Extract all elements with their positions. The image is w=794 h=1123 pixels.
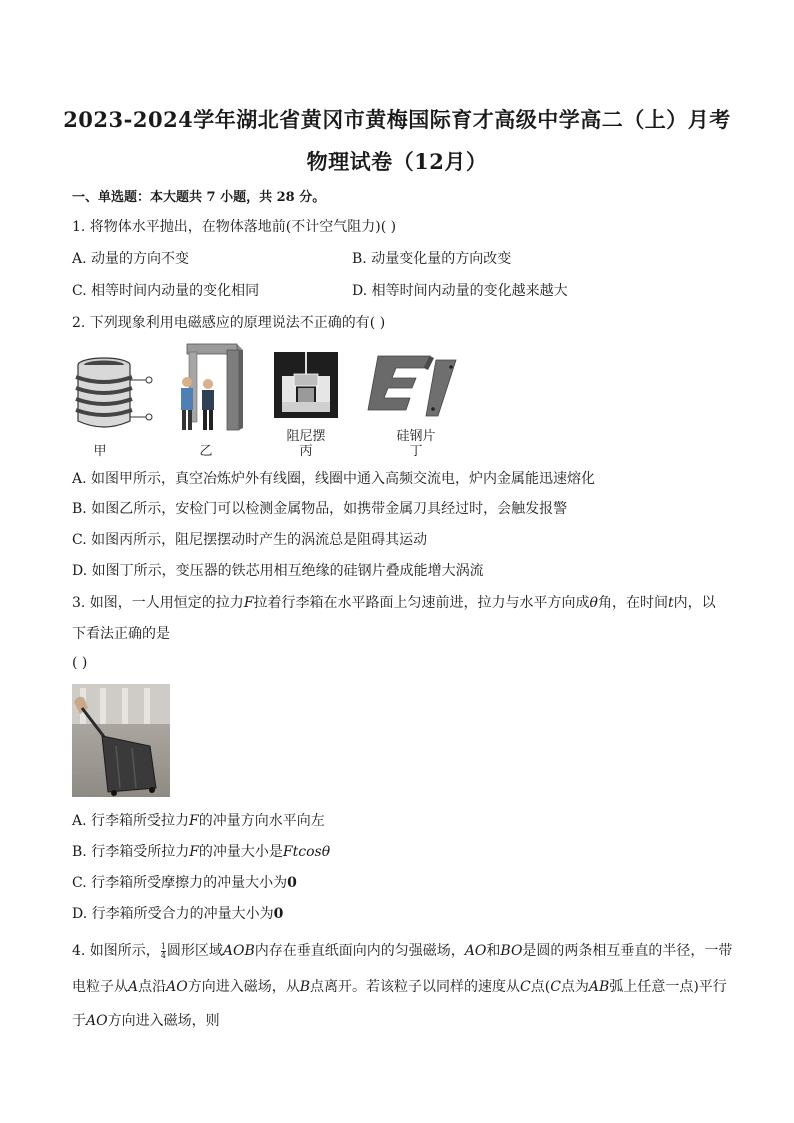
- damping-pendulum-figure: [274, 352, 338, 418]
- q3-option-b: B. 行李箱受所拉力F的冲量大小是Ftcosθ: [72, 844, 331, 860]
- q1-option-a: A. 动量的方向不变: [72, 251, 190, 267]
- quarter-fraction: $\frac{1}{4}$: [160, 941, 166, 960]
- q3-stem: 3. 如图，一人用恒定的拉力F拉着行李箱在水平路面上匀速前进，拉力与水平方向成θ角，在时间t内，以: [72, 595, 716, 611]
- silicon-steel-figure: [366, 354, 460, 420]
- q2-option-b: B. 如图乙所示，安检门可以检测金属物品，如携带金属刀具经过时，会触发报警: [72, 501, 568, 517]
- q2-option-a: A. 如图甲所示，真空冶炼炉外有线圈，线圈中通入高频交流电，炉内金属能迅速熔化: [72, 471, 596, 487]
- q3-option-d: D. 行李箱所受合力的冲量大小为0: [72, 906, 284, 922]
- caption-ding: 丁: [409, 444, 423, 459]
- furnace-coil-figure: [72, 355, 156, 435]
- q2-stem: 2. 下列现象利用电磁感应的原理说法不正确的有( ): [72, 315, 386, 331]
- q3-stem-line2: 下看法正确的是: [72, 626, 170, 642]
- q2-option-c: C. 如图丙所示，阻尼摆摆动时产生的涡流总是阻碍其运动: [72, 532, 428, 548]
- exam-title-line1: 2023-2024学年湖北省黄冈市黄梅国际育才高级中学高二（上）月考: [63, 107, 731, 132]
- q1-stem: 1. 将物体水平抛出，在物体落地前(不计空气阻力)( ): [72, 219, 397, 235]
- caption-bing-top: 阻尼摆: [286, 429, 326, 444]
- q2-option-d: D. 如图丁所示，变压器的铁芯用相互绝缘的硅钢片叠成能增大涡流: [72, 563, 484, 579]
- caption-bing: 丙: [299, 444, 313, 459]
- caption-ding-top: 硅钢片: [396, 429, 436, 444]
- caption-yi: 乙: [199, 444, 213, 459]
- luggage-photo: [72, 684, 170, 797]
- security-gate-figure: [175, 340, 247, 435]
- q4-stem-line2: 电粒子从A点沿AO方向进入磁场，从B点离开。若该粒子以同样的速度从C点(C点为AB弧上任意一点)平行: [72, 979, 727, 995]
- q3-answer-paren: ( ): [72, 655, 88, 671]
- q4-stem-line1: 4. 如图所示， $\frac{1}{4}$ 圆形区域AOB内存在垂直纸面向内的匀强磁场，AO和BO是圆的两条相互垂直的半径，一带: [72, 941, 733, 960]
- q3-option-a: A. 行李箱所受拉力F的冲量方向水平向左: [72, 813, 325, 829]
- caption-jia: 甲: [93, 444, 107, 459]
- q1-option-b: B. 动量变化量的方向改变: [352, 251, 512, 267]
- q1-option-c: C. 相等时间内动量的变化相同: [72, 283, 260, 299]
- q1-option-d: D. 相等时间内动量的变化越来越大: [352, 283, 568, 299]
- q3-option-c: C. 行李箱所受摩擦力的冲量大小为0: [72, 875, 297, 891]
- exam-title-line2: 物理试卷（12月）: [306, 149, 488, 174]
- section-heading: 一、单选题：本大题共 7 小题，共 28 分。: [72, 190, 326, 205]
- q4-stem-line3: 于AO方向进入磁场，则: [72, 1013, 220, 1029]
